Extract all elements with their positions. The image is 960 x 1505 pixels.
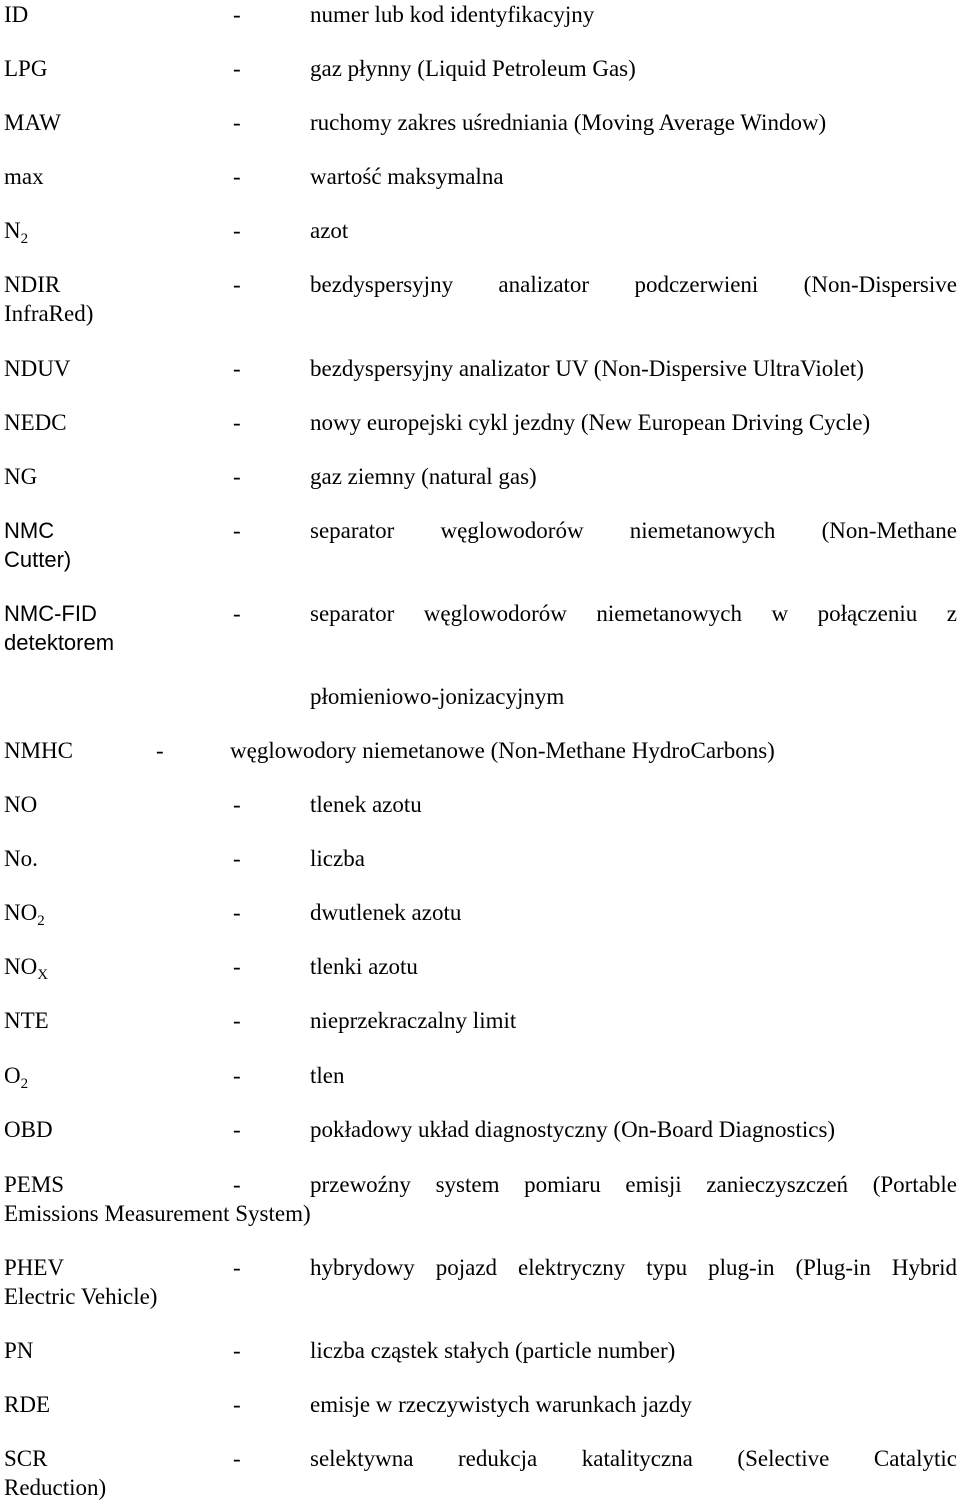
description-word: elektryczny — [518, 1255, 626, 1280]
entry-description — [310, 1170, 957, 1200]
entry-description — [310, 599, 957, 629]
entry-term-continuation: Reduction) — [4, 1475, 107, 1500]
term-subscript: 2 — [20, 231, 29, 247]
entry-dash: - — [233, 464, 241, 489]
glossary-entry — [4, 1336, 957, 1366]
description-word: katalityczna — [581, 1446, 693, 1471]
glossary-entry — [4, 844, 957, 874]
entry-dash: - — [233, 1172, 241, 1197]
description-word: selektywna — [310, 1446, 414, 1471]
term-base: N — [4, 218, 21, 243]
entry-term: SCR — [4, 1446, 48, 1471]
description-word: system — [435, 1172, 500, 1197]
entry-term: PEMS — [4, 1172, 65, 1197]
entry-description: pokładowy układ diagnostyczny (On-Board Diagnostics) — [310, 1117, 836, 1142]
entry-description — [310, 270, 957, 300]
entry-dash: - — [233, 1338, 241, 1363]
entry-term: PHEV — [4, 1255, 65, 1280]
glossary-entry — [4, 462, 957, 492]
entry-description-continuation — [4, 682, 957, 712]
entry-dash: - — [233, 1446, 241, 1471]
entry-dash: - — [233, 846, 241, 871]
glossary-entry — [4, 108, 957, 138]
glossary-entry — [4, 516, 957, 546]
term-subscript: 2 — [37, 913, 45, 929]
description-word: przewoźny — [310, 1172, 411, 1197]
glossary-entry — [4, 162, 957, 192]
entry-dash: - — [233, 518, 241, 543]
entry-description: gaz ziemny (natural gas) — [310, 464, 537, 489]
entry-term: NMC-FID — [4, 601, 97, 626]
entry-dash: - — [233, 1117, 241, 1142]
description-word: plug-in — [708, 1255, 775, 1280]
entry-term: NG — [4, 464, 38, 489]
entry-dash: - — [233, 272, 241, 297]
description-word: pomiaru — [524, 1172, 601, 1197]
term-base: NO — [4, 954, 38, 979]
entry-term-continuation: Cutter) — [4, 547, 72, 572]
description-word: węglowodorów — [440, 518, 584, 543]
description-word: podczerwieni — [634, 272, 759, 297]
entry-dash: - — [233, 218, 241, 243]
entry-dash: - — [233, 1063, 241, 1088]
entry-description: emisje w rzeczywistych warunkach jazdy — [310, 1392, 692, 1417]
entry-term: NEDC — [4, 410, 67, 435]
entry-term: LPG — [4, 56, 48, 81]
description-word: typu — [646, 1255, 688, 1280]
description-word: redukcja — [458, 1446, 538, 1471]
glossary-entry — [4, 790, 957, 820]
glossary-entry — [4, 354, 957, 384]
entry-description: węglowodory niemetanowe (Non-Methane HydroCarbons) — [230, 738, 775, 763]
entry-description: liczba — [310, 846, 365, 871]
entry-description: dwutlenek azotu — [310, 900, 462, 925]
term-base: O — [4, 1063, 21, 1088]
entry-dash: - — [233, 1255, 241, 1280]
entry-term: ID — [4, 2, 29, 27]
entry-dash: - — [233, 601, 241, 626]
entry-description: liczba cząstek stałych (particle number) — [310, 1338, 676, 1363]
entry-dash: - — [233, 1392, 241, 1417]
description-word: zanieczyszczeń — [706, 1172, 849, 1197]
entry-term — [4, 216, 28, 249]
description-word: niemetanowych — [596, 601, 743, 626]
entry-dash: - — [233, 1008, 241, 1033]
entry-term: NDIR — [4, 272, 61, 297]
entry-dash: - — [233, 954, 241, 979]
entry-description: nieprzekraczalny limit — [310, 1008, 517, 1033]
entry-dash: - — [156, 738, 164, 763]
glossary-entry — [4, 1444, 957, 1474]
glossary-entry — [4, 216, 957, 246]
description-word: bezdyspersyjny — [310, 272, 454, 297]
entry-term: NO — [4, 792, 38, 817]
entry-term-continuation: detektorem — [4, 630, 115, 655]
glossary-entry — [4, 599, 957, 629]
entry-description: bezdyspersyjny analizator UV (Non-Dispersive UltraViolet) — [310, 356, 864, 381]
glossary-entry — [4, 736, 957, 766]
entry-description: tlenek azotu — [310, 792, 422, 817]
entry-description: ruchomy zakres uśredniania (Moving Average Window) — [310, 110, 827, 135]
entry-term — [4, 952, 48, 985]
entry-term: NMHC — [4, 738, 74, 763]
entry-dash: - — [233, 410, 241, 435]
entry-term: RDE — [4, 1392, 50, 1417]
term-base: NO — [4, 900, 38, 925]
entry-description: numer lub kod identyfikacyjny — [310, 2, 595, 27]
description-word: separator — [310, 518, 395, 543]
description-word: w — [771, 601, 789, 626]
entry-dash: - — [233, 56, 241, 81]
entry-term: PN — [4, 1338, 34, 1363]
entry-dash: - — [233, 2, 241, 27]
description-word: (Selective — [737, 1446, 830, 1471]
entry-description — [310, 1444, 957, 1474]
entry-dash: - — [233, 900, 241, 925]
description-word: (Portable — [872, 1172, 957, 1197]
entry-term — [4, 898, 45, 931]
entry-description: azot — [310, 218, 349, 243]
glossary-entry — [4, 1115, 957, 1145]
entry-description: tlen — [310, 1063, 345, 1088]
description-word: (Non-Methane — [821, 518, 957, 543]
entry-dash: - — [233, 164, 241, 189]
entry-term: max — [4, 164, 44, 189]
glossary-entry — [4, 270, 957, 300]
entry-description — [310, 516, 957, 546]
entry-description: wartość maksymalna — [310, 164, 504, 189]
description-continuation: płomieniowo-jonizacyjnym — [310, 684, 565, 709]
description-word: węglowodorów — [423, 601, 567, 626]
description-word: pojazd — [435, 1255, 498, 1280]
entry-term: NMC — [4, 518, 55, 543]
entry-description: tlenki azotu — [310, 954, 418, 979]
glossary-entry — [4, 1170, 957, 1200]
entry-term: NTE — [4, 1008, 49, 1033]
entry-dash: - — [233, 792, 241, 817]
description-word: analizator — [498, 272, 590, 297]
entry-dash: - — [233, 110, 241, 135]
entry-description: gaz płynny (Liquid Petroleum Gas) — [310, 56, 636, 81]
description-word: z — [946, 601, 957, 626]
description-word: Hybrid — [891, 1255, 957, 1280]
entry-dash: - — [233, 356, 241, 381]
description-word: (Plug-in — [795, 1255, 871, 1280]
glossary-entry — [4, 54, 957, 84]
entry-term: OBD — [4, 1117, 53, 1142]
glossary-entry — [4, 952, 957, 982]
entry-term: NDUV — [4, 356, 71, 381]
term-subscript: 2 — [20, 1076, 29, 1092]
description-word: emisji — [625, 1172, 682, 1197]
entry-description — [310, 1253, 957, 1283]
description-word: hybrydowy — [310, 1255, 415, 1280]
glossary-entry — [4, 1390, 957, 1420]
entry-term: MAW — [4, 110, 61, 135]
description-word: niemetanowych — [629, 518, 776, 543]
glossary-entry — [4, 1006, 957, 1036]
glossary-entry — [4, 898, 957, 928]
description-word: Catalytic — [873, 1446, 957, 1471]
entry-term — [4, 1061, 28, 1094]
glossary-entry — [4, 1253, 957, 1283]
entry-term: No. — [4, 846, 38, 871]
glossary-entry — [4, 1061, 957, 1091]
description-word: separator — [310, 601, 395, 626]
entry-term-continuation: InfraRed) — [4, 301, 94, 326]
entry-term-continuation: Electric Vehicle) — [4, 1284, 158, 1309]
glossary-entry — [4, 408, 957, 438]
term-subscript: X — [37, 967, 49, 983]
entry-description: nowy europejski cykl jezdny (New European Driving Cycle) — [310, 410, 871, 435]
glossary-entry — [4, 0, 957, 30]
entry-term-continuation: Emissions Measurement System) — [4, 1201, 311, 1226]
description-word: połączeniu — [817, 601, 918, 626]
description-word: (Non-Dispersive — [803, 272, 957, 297]
